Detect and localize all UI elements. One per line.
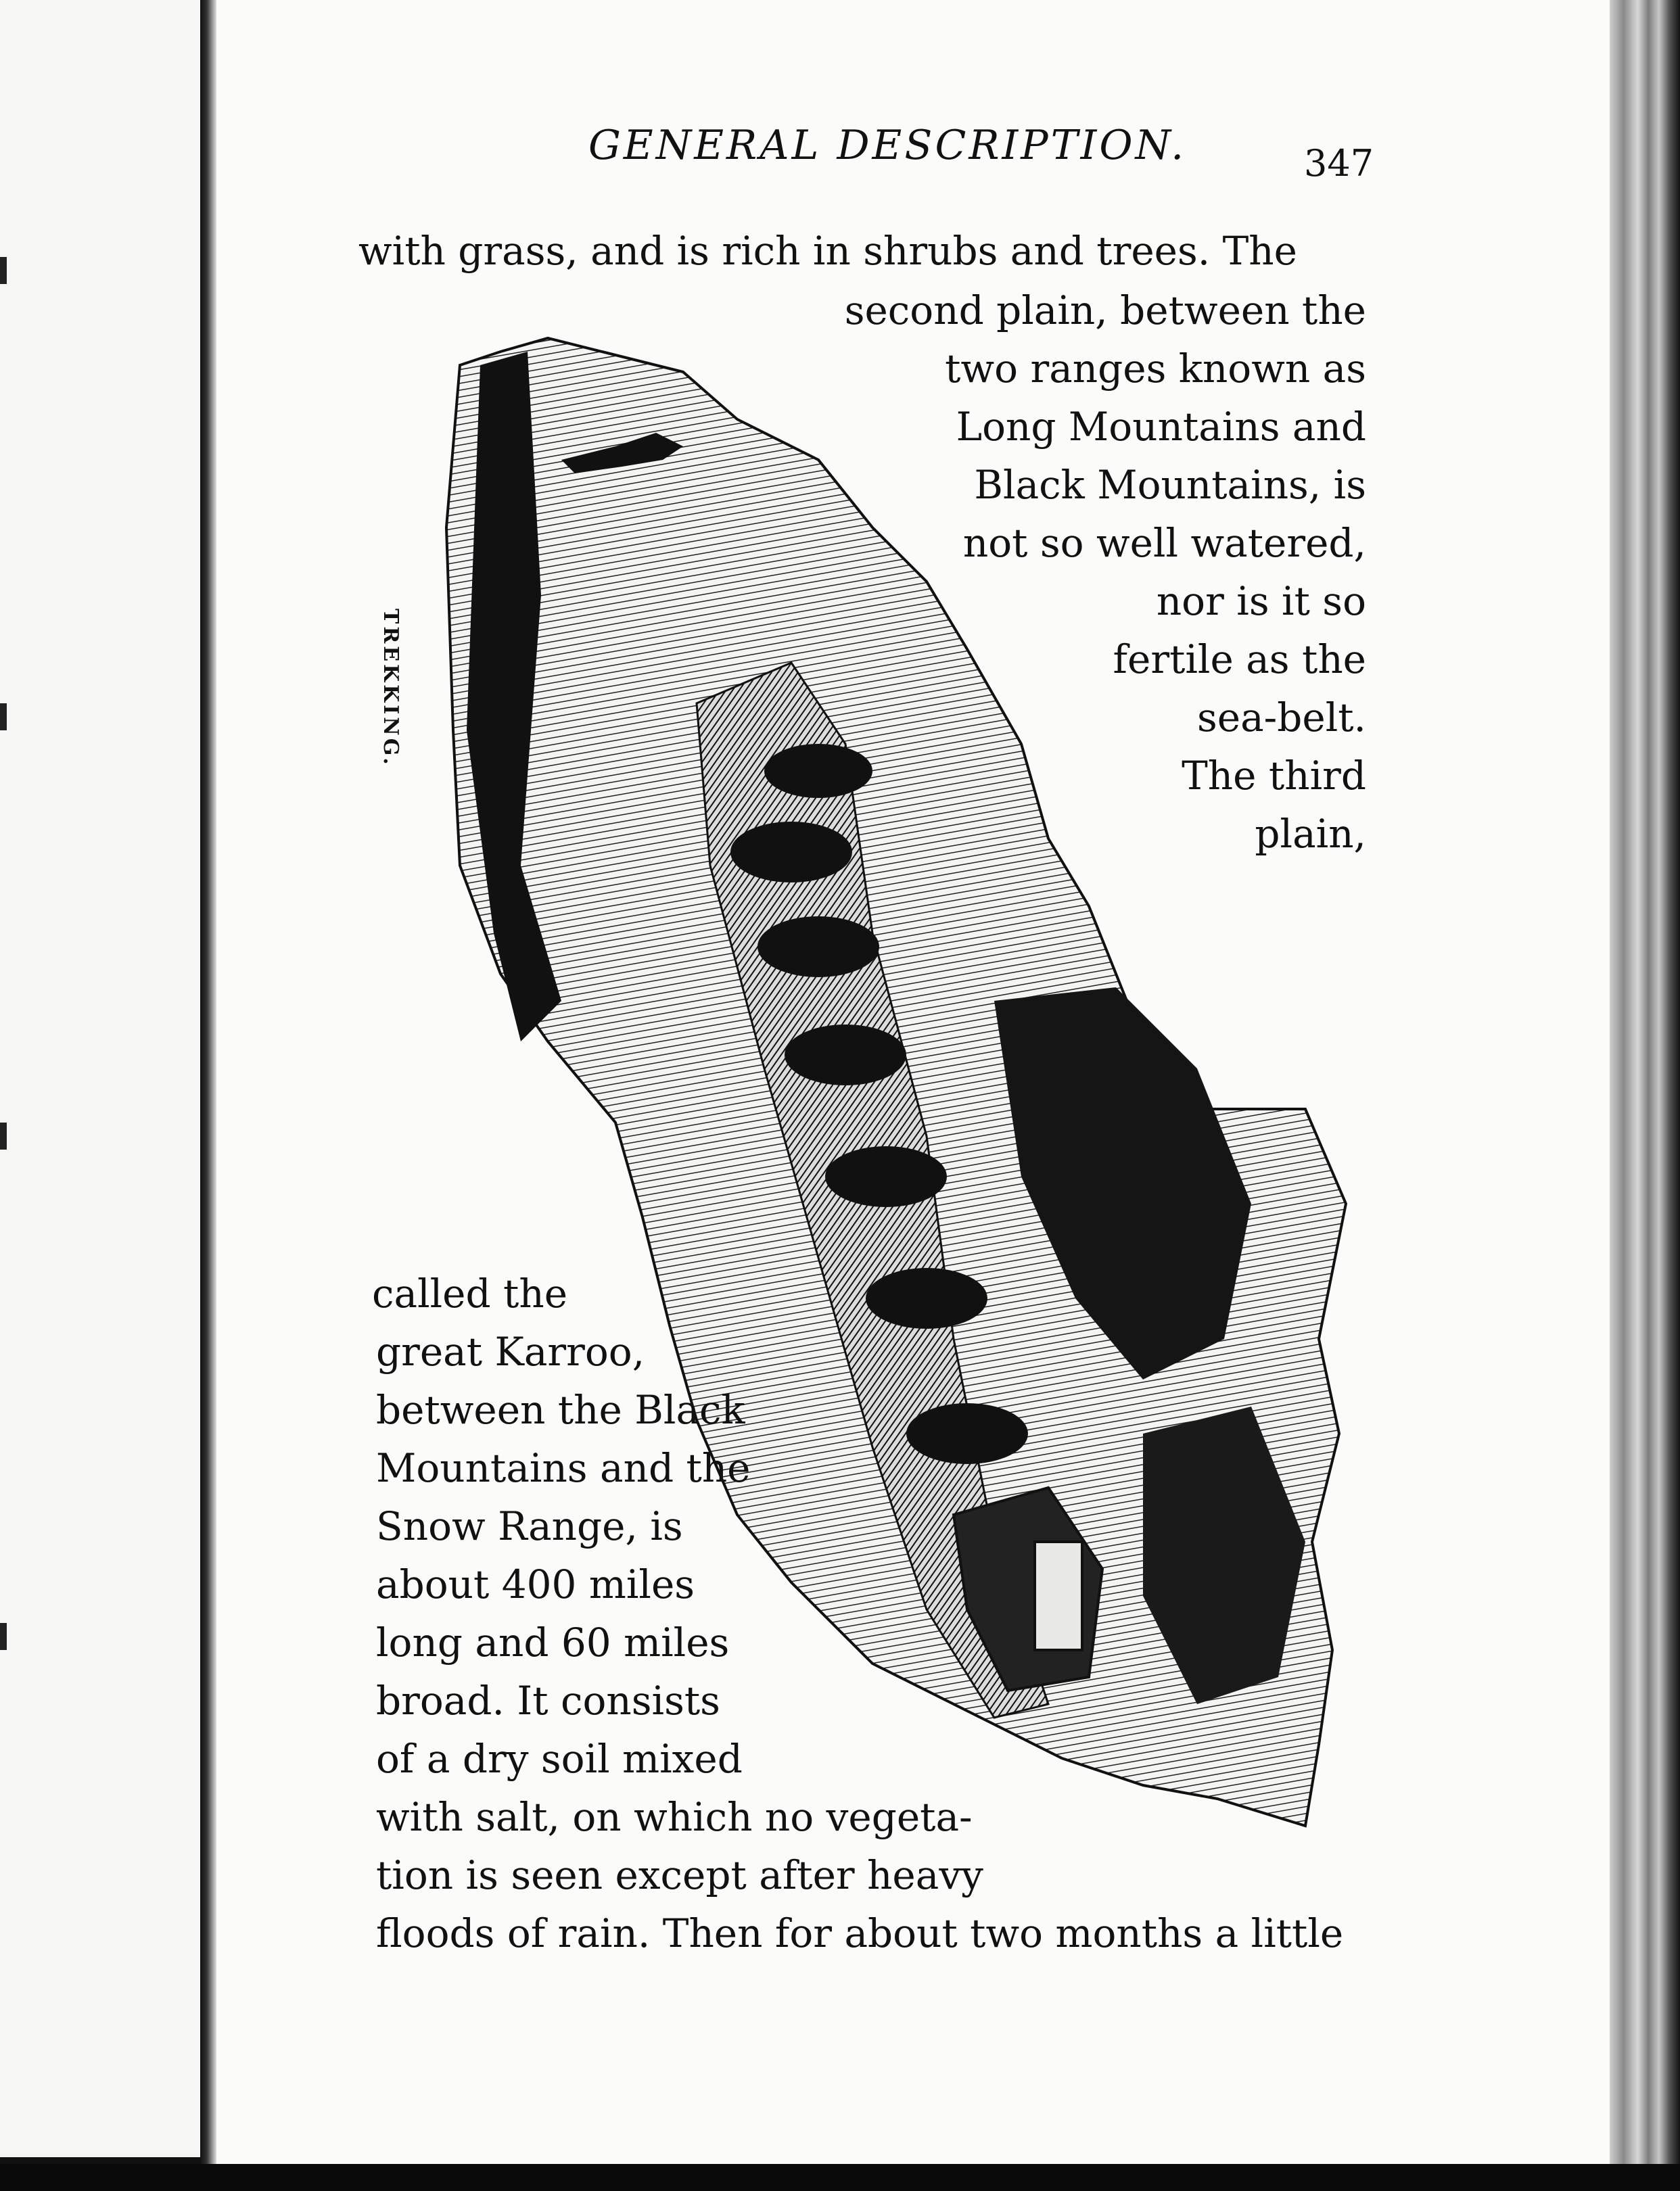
text-line: Black Mountains, is bbox=[974, 462, 1366, 508]
edge-mark bbox=[0, 257, 7, 284]
text-line: broad. It consists bbox=[376, 1678, 720, 1724]
text-line: great Karroo, bbox=[376, 1329, 645, 1375]
illustration-caption: TREKKING. bbox=[379, 609, 402, 768]
oxen-figure bbox=[757, 916, 879, 977]
text-line: called the bbox=[372, 1271, 568, 1317]
text-line: two ranges known as bbox=[945, 346, 1366, 392]
text-line: long and 60 miles bbox=[376, 1620, 730, 1666]
wagon-canvas bbox=[1035, 1542, 1082, 1650]
text-line: fertile as the bbox=[1113, 636, 1366, 682]
edge-mark bbox=[0, 703, 7, 730]
text-line: Long Mountains and bbox=[956, 404, 1366, 450]
text-line: The third bbox=[1182, 753, 1366, 799]
running-head: GENERAL DESCRIPTION. bbox=[588, 122, 1187, 169]
text-line: second plain, between the bbox=[844, 287, 1366, 333]
oxen-figure bbox=[730, 822, 852, 882]
text-line: Snow Range, is bbox=[376, 1503, 683, 1549]
text-line: with salt, on which no vegeta- bbox=[376, 1794, 973, 1840]
oxen-figure bbox=[785, 1024, 906, 1085]
text-line: plain, bbox=[1255, 811, 1366, 857]
text-line: Mountains and the bbox=[376, 1445, 751, 1491]
edge-mark bbox=[0, 1123, 7, 1150]
previous-page-edge bbox=[0, 0, 203, 2157]
oxen-figure bbox=[866, 1268, 987, 1329]
text-line: tion is seen except after heavy bbox=[376, 1852, 983, 1898]
book-gutter bbox=[200, 0, 216, 2164]
text-line: not so well watered, bbox=[962, 520, 1366, 566]
text-line: sea-belt. bbox=[1196, 694, 1366, 740]
text-line: nor is it so bbox=[1156, 578, 1366, 624]
page-stack-edge bbox=[1610, 0, 1680, 2191]
oxen-figure bbox=[764, 744, 872, 798]
oxen-figure bbox=[825, 1146, 947, 1207]
edge-mark bbox=[0, 1623, 7, 1650]
text-line: between the Black bbox=[376, 1387, 745, 1433]
text-line: of a dry soil mixed bbox=[376, 1736, 743, 1782]
text-line: floods of rain. Then for about two months a little bbox=[376, 1910, 1344, 1956]
scan-border bbox=[0, 2164, 1680, 2191]
text-line: about 400 miles bbox=[376, 1561, 695, 1607]
oxen-figure bbox=[906, 1403, 1028, 1464]
page-number: 347 bbox=[1304, 142, 1374, 185]
text-line: with grass, and is rich in shrubs and trees. The bbox=[358, 228, 1297, 274]
